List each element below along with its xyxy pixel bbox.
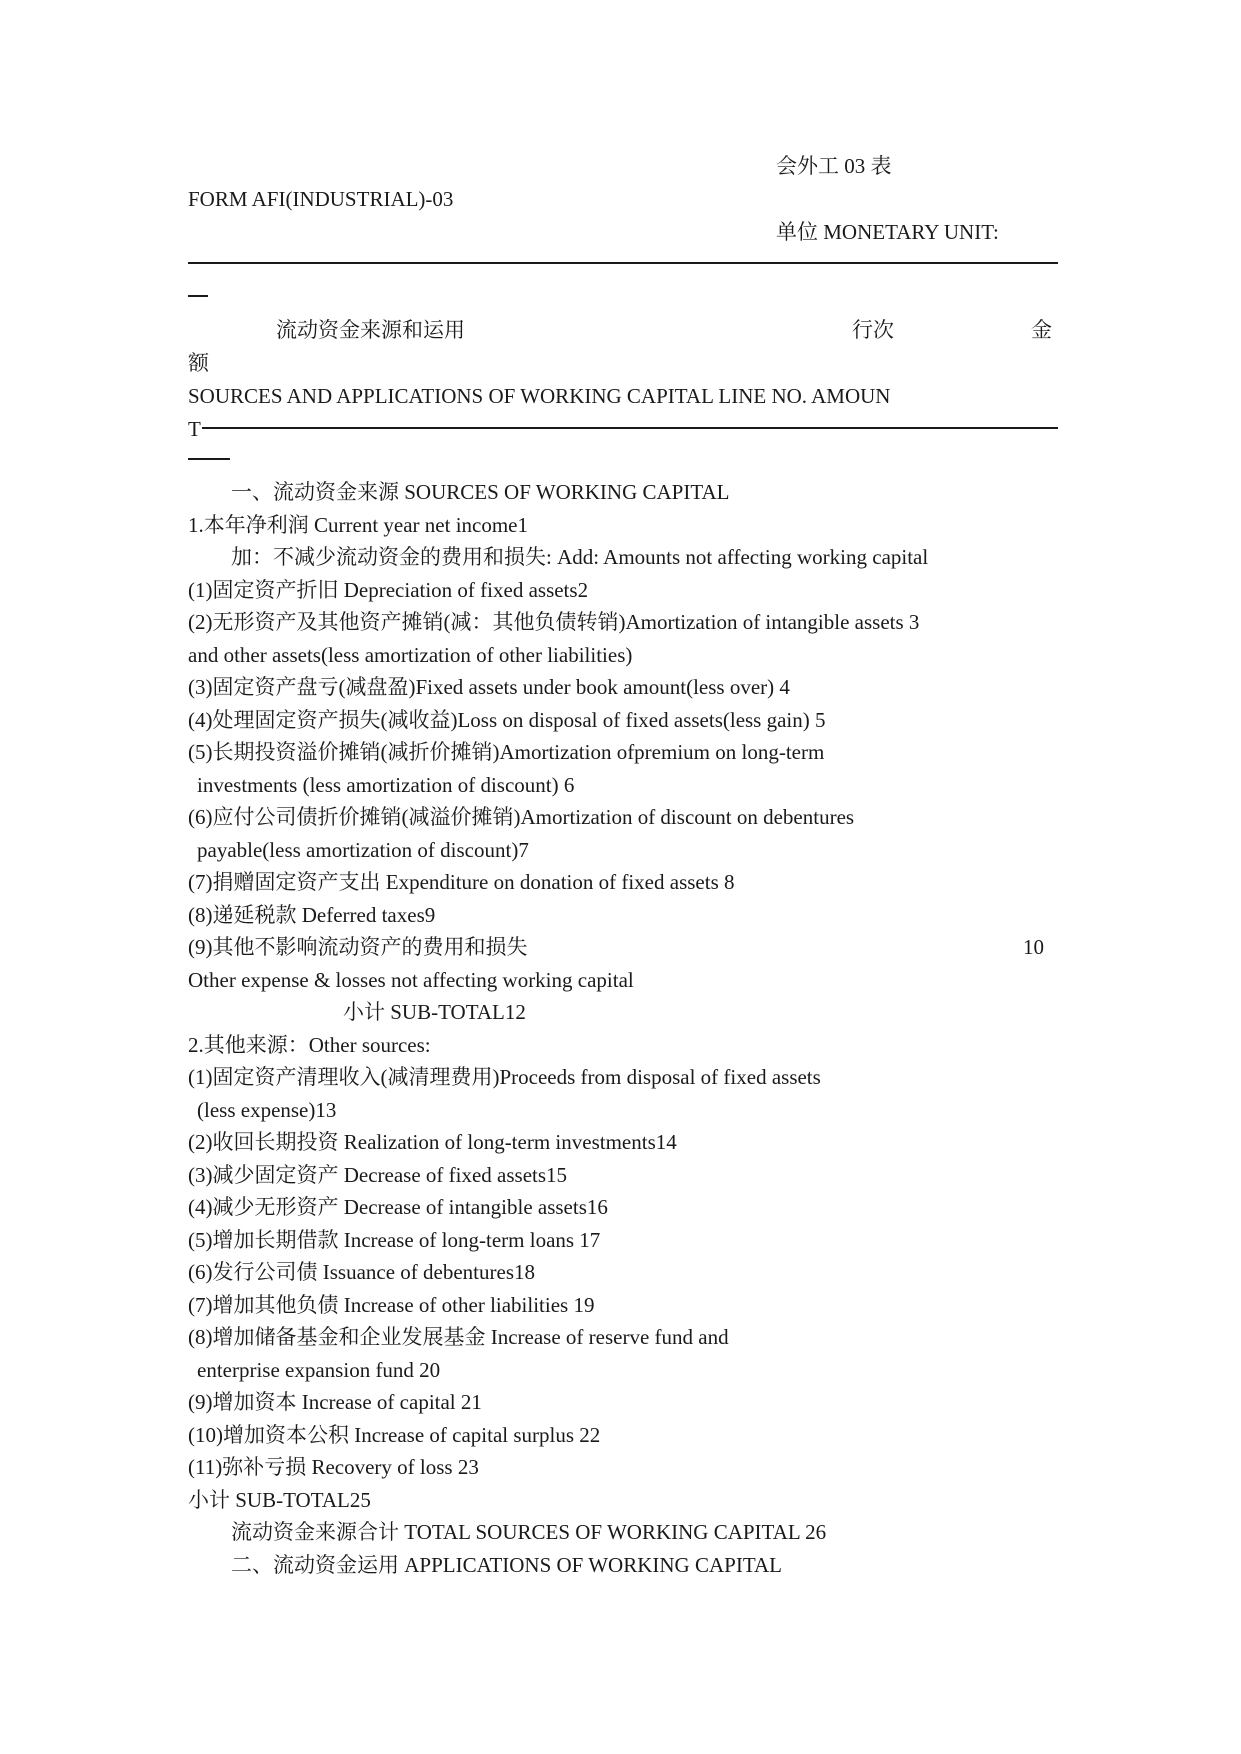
column-title-en-tail: T [188,417,201,441]
line-item: (5)增加长期借款 Increase of long-term loans 17 [188,1228,601,1252]
line-item: investments (less amortization of discount) 6 [197,773,575,797]
line-number: 10 [1023,935,1044,959]
line-item: (8)递延税款 Deferred taxes9 [188,903,436,927]
line-item: Other expense & losses not affecting working capital [188,968,634,992]
column-title-en: SOURCES AND APPLICATIONS OF WORKING CAPITAL LINE NO. AMOUN [188,384,891,408]
line-item: (5)长期投资溢价摊销(减折价摊销)Amortization ofpremium on long-term [188,740,825,764]
line-item: (9)其他不影响流动资产的费用和损失 [188,935,528,959]
column-title-cn: 流动资金来源和运用 [276,318,465,342]
line-item: (11)弥补亏损 Recovery of loss 23 [188,1455,479,1479]
line-item: (2)无形资产及其他资产摊销(减：其他负债转销)Amortization of intangible assets 3 [188,610,920,634]
form-code-cn: 会外工 03 表 [776,154,892,178]
top-rule-tail [188,295,208,297]
monetary-unit: 单位 MONETARY UNIT: [776,220,999,244]
form-code-en: FORM AFI(INDUSTRIAL)-03 [188,187,454,211]
top-rule [188,262,1058,264]
line-item: (3)减少固定资产 Decrease of fixed assets15 [188,1163,568,1187]
line-item: enterprise expansion fund 20 [197,1358,441,1382]
line-item: and other assets(less amortization of other liabilities) [188,643,633,667]
line-item: (less expense)13 [197,1098,337,1122]
line-item: (1)固定资产折旧 Depreciation of fixed assets2 [188,578,589,602]
section-applications-heading: 二、流动资金运用 APPLICATIONS OF WORKING CAPITAL [231,1553,782,1577]
column-amount-cn-1: 金 [1031,318,1052,342]
total-sources-line: 流动资金来源合计 TOTAL SOURCES OF WORKING CAPITAL 26 [231,1520,827,1544]
line-item: (8)增加储备基金和企业发展基金 Increase of reserve fund and [188,1325,729,1349]
line-item: (9)增加资本 Increase of capital 21 [188,1390,482,1414]
line-item: payable(less amortization of discount)7 [197,838,529,862]
line-item: (7)捐赠固定资产支出 Expenditure on donation of fixed assets 8 [188,870,735,894]
column-line-cn: 行次 [852,318,894,342]
section-sources-heading: 一、流动资金来源 SOURCES OF WORKING CAPITAL [231,480,730,504]
line-item: (6)应付公司债折价摊销(减溢价摊销)Amortization of discount on debentures [188,805,855,829]
line-item: (2)收回长期投资 Realization of long-term investments14 [188,1130,677,1154]
line-item: (4)减少无形资产 Decrease of intangible assets16 [188,1195,608,1219]
line-item: 加：不减少流动资金的费用和损失: Add: Amounts not affecting working capital [231,545,929,569]
header-rule [202,427,1058,429]
header-rule-tail [188,458,230,460]
line-item: (4)处理固定资产损失(减收益)Loss on disposal of fixed assets(less gain) 5 [188,708,826,732]
subtotal-line: 小计 SUB-TOTAL12 [343,1000,526,1024]
line-item: (1)固定资产清理收入(减清理费用)Proceeds from disposal of fixed assets [188,1065,821,1089]
line-item: (3)固定资产盘亏(减盘盈)Fixed assets under book amount(less over) 4 [188,675,790,699]
subtotal-line: 小计 SUB-TOTAL25 [188,1488,371,1512]
line-item: 1.本年净利润 Current year net income1 [188,513,528,537]
column-amount-cn-2: 额 [188,351,209,375]
line-item: (7)增加其他负债 Increase of other liabilities 19 [188,1293,595,1317]
line-item: (10)增加资本公积 Increase of capital surplus 22 [188,1423,601,1447]
line-item: (6)发行公司债 Issuance of debentures18 [188,1260,535,1284]
section-other-sources: 2.其他来源：Other sources: [188,1033,431,1057]
